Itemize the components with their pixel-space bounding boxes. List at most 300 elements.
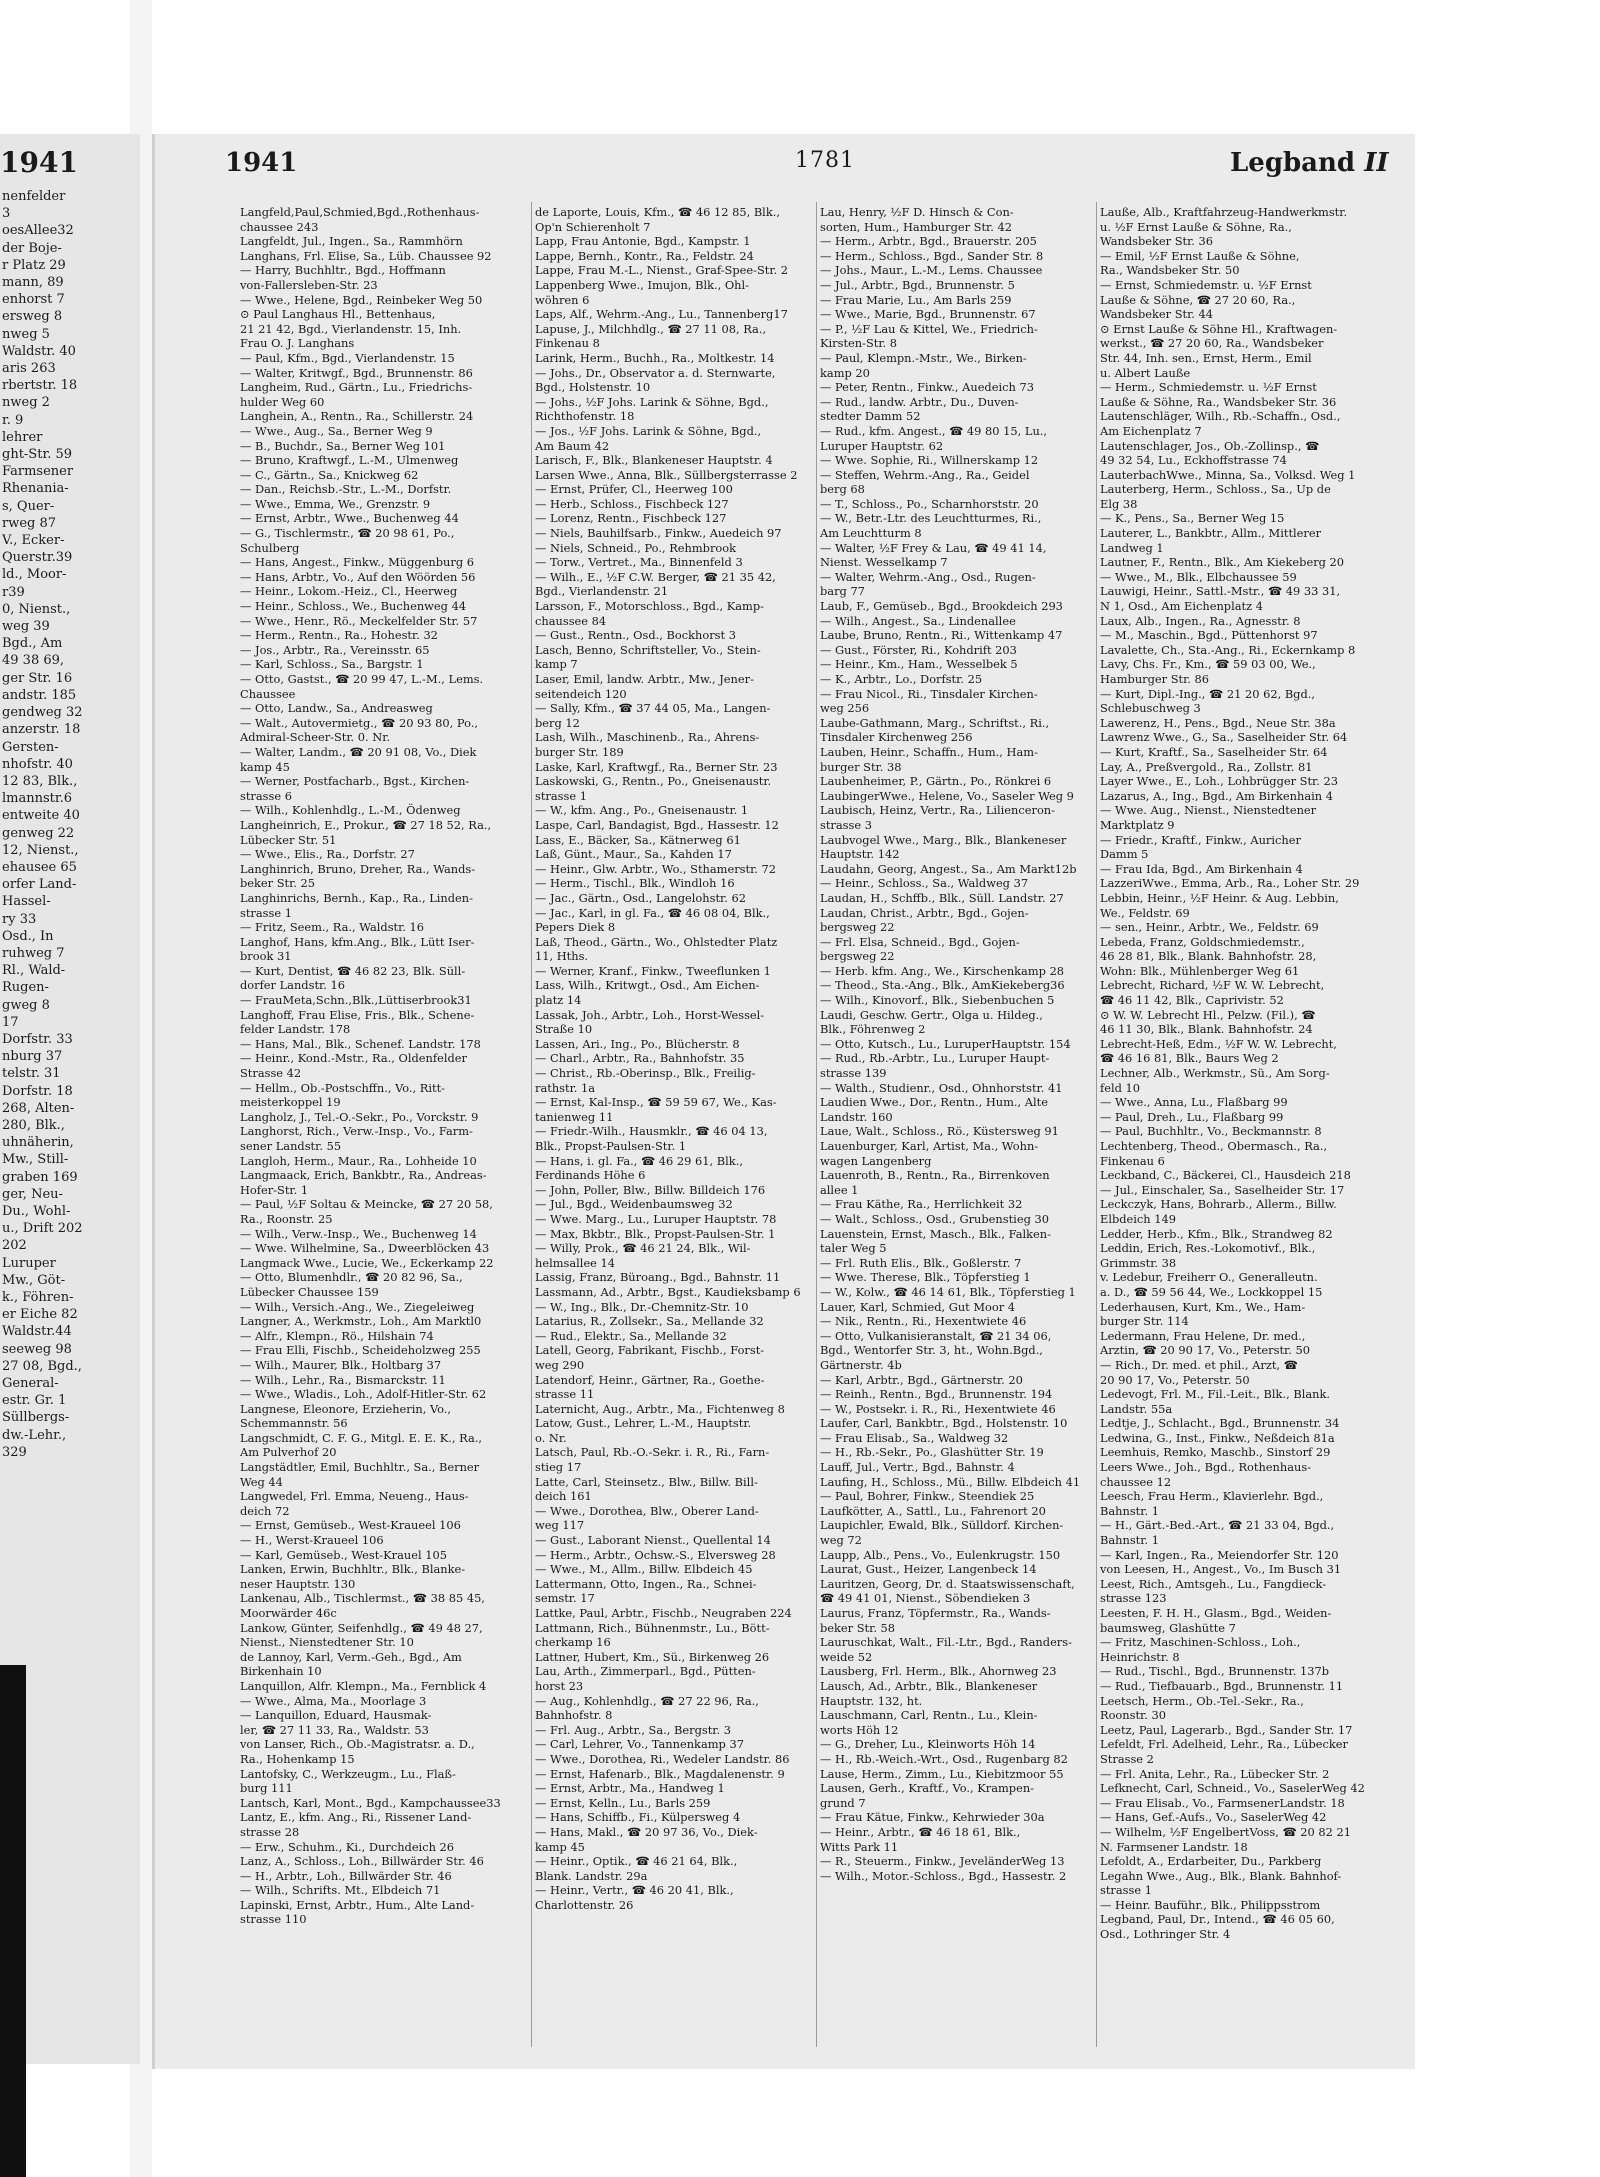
directory-entry-line: Wohn: Blk., Mühlenberger Weg 61 [1100, 963, 1300, 978]
directory-entry-line: de Lannoy, Karl, Verm.-Geh., Bgd., Am [240, 1649, 462, 1664]
directory-entry-line: — Walter, Kritwgf., Bgd., Brunnenstr. 86 [240, 365, 473, 380]
directory-entry-line: — Wilh., Angest., Sa., Lindenallee [820, 613, 1016, 628]
directory-entry-line: Lash, Wilh., Maschinenb., Ra., Ahrens- [535, 730, 760, 745]
directory-entry-line: — Wwe., Dorothea, Blw., Oberer Land- [535, 1503, 759, 1518]
directory-entry-line: Lauruschkat, Walt., Fil.-Ltr., Bgd., Randers- [820, 1635, 1072, 1650]
directory-entry-line: Leemhuis, Remko, Maschb., Sinstorf 29 [1100, 1445, 1331, 1460]
directory-entry-line: Larsen Wwe., Anna, Blk., Süllbergsterrasse 2 [535, 467, 798, 482]
page-title [1230, 148, 1389, 178]
directory-entry-line: We., Feldstr. 69 [1100, 905, 1190, 920]
directory-entry-line: Layer Wwe., E., Loh., Lohbrügger Str. 23 [1100, 774, 1338, 789]
directory-entry-line: stedter Damm 52 [820, 409, 921, 424]
directory-entry-line: Luruper Hauptstr. 62 [820, 438, 944, 453]
directory-entry-line: cherkamp 16 [535, 1635, 611, 1650]
directory-entry-line: Lautenschlager, Jos., Ob.-Zollinsp., ☎ [1100, 438, 1320, 453]
directory-entry-line: Lauritzen, Georg, Dr. d. Staatswissenschaft, [820, 1576, 1075, 1591]
left-page-line: Dorfstr. 33 [2, 1031, 73, 1047]
directory-entry-line: — Hellm., Ob.-Postschffn., Vo., Ritt- [240, 1080, 445, 1095]
left-page-line: mann, 89 [2, 275, 64, 291]
directory-entry-line: burger Str. 114 [1100, 1314, 1189, 1329]
directory-entry-line: Admiral-Scheer-Str. 0. Nr. [240, 730, 391, 745]
directory-entry-line: — Dan., Reichsb.-Str., L.-M., Dorfstr. [240, 482, 452, 497]
directory-entry-line: ☎ 49 41 01, Nienst., Söbendieken 3 [820, 1591, 1031, 1606]
directory-entry-line: — K., Pens., Sa., Berner Weg 15 [1100, 511, 1285, 526]
directory-entry-line: LazzeriWwe., Emma, Arb., Ra., Loher Str. 29 [1100, 876, 1360, 891]
directory-entry-line: — Wwe. Therese, Blk., Töpferstieg 1 [820, 1270, 1031, 1285]
directory-entry-line: Lawerenz, H., Pens., Bgd., Neue Str. 38a [1100, 715, 1336, 730]
left-page-line: r39 [2, 584, 25, 600]
left-page-line: Du., Wohl- [2, 1203, 71, 1219]
directory-entry-line: Tinsdaler Kirchenweg 256 [820, 730, 973, 745]
left-page-line: genweg 22 [2, 825, 75, 841]
directory-entry-line: Laufer, Carl, Bankbtr., Bgd., Holstenstr. 10 [820, 1416, 1068, 1431]
directory-entry-line: — Werner, Postfacharb., Bgst., Kirchen- [240, 774, 470, 789]
directory-entry-line: strasse 139 [820, 1066, 887, 1081]
directory-entry-line: — Herb., Schloss., Fischbeck 127 [535, 496, 729, 511]
directory-entry-line: — Bruno, Kraftwgf., L.-M., Ulmenweg [240, 453, 459, 468]
directory-entry-line: — Wwe., Anna, Lu., Flaßbarg 99 [1100, 1095, 1288, 1110]
directory-entry-line: Am Leuchtturm 8 [820, 526, 922, 541]
directory-entry-line: Legband, Paul, Dr., Intend., ☎ 46 05 60, [1100, 1912, 1335, 1927]
directory-entry-line: — R., Steuerm., Finkw., JeveländerWeg 13 [820, 1854, 1065, 1869]
directory-entry-line: weide 52 [820, 1649, 873, 1664]
directory-entry-line: Larsson, F., Motorschloss., Bgd., Kamp- [535, 599, 764, 614]
left-page-line: 202 [2, 1238, 27, 1254]
directory-entry-line: felder Landstr. 178 [240, 1022, 351, 1037]
left-page-line: Luruper [2, 1255, 56, 1271]
left-page-line: Farmsener [2, 464, 74, 480]
directory-entry-line: Ledwina, G., Inst., Finkw., Neßdeich 81a [1100, 1430, 1335, 1445]
directory-entry-line: Bahnhofstr. 8 [535, 1708, 613, 1723]
directory-entry-line: Laub, F., Gemüseb., Bgd., Brookdeich 293 [820, 599, 1063, 614]
left-page-line: orfer Land- [2, 877, 77, 893]
directory-entry-line: — Otto, Gastst., ☎ 20 99 47, L.-M., Lems. [240, 672, 484, 686]
directory-entry-line: Am Eichenplatz 7 [1100, 423, 1202, 438]
directory-entry-line: — Peter, Rentn., Finkw., Auedeich 73 [820, 380, 1034, 395]
directory-entry-line: 20 90 17, Vo., Peterstr. 50 [1100, 1372, 1250, 1387]
directory-entry-line: — Walth., Studienr., Osd., Ohnhorststr. 41 [820, 1080, 1063, 1095]
directory-entry-line: Landstr. 55a [1100, 1401, 1173, 1416]
left-page-line: ersweg 8 [2, 309, 63, 325]
directory-entry-line: Langhans, Frl. Elise, Sa., Lüb. Chaussee 92 [240, 248, 492, 263]
directory-entry-line: Lausch, Ad., Arbtr., Blk., Blankeneser [820, 1678, 1038, 1693]
directory-entry-line: Lübecker Chaussee 159 [240, 1284, 379, 1299]
directory-entry-line: Leckczyk, Hans, Bohrarb., Allerm., Billw. [1100, 1197, 1337, 1212]
directory-entry-line: Lanz, A., Schloss., Loh., Billwärder Str. 46 [240, 1854, 484, 1869]
directory-entry-line: Langwedel, Frl. Emma, Neueng., Haus- [240, 1489, 469, 1504]
directory-entry-line: — Wwe., Emma, We., Grenzstr. 9 [240, 496, 431, 511]
directory-entry-line: — Heinr. Bauführ., Blk., Philippsstrom [1100, 1897, 1321, 1912]
directory-column-3 [820, 205, 1120, 1883]
directory-entry-line: — Johs., Dr., Observator a. d. Sternwarte, [535, 365, 776, 380]
left-page-line: uhnäherin, [2, 1135, 74, 1151]
directory-entry-line: Langhinrichs, Bernh., Kap., Ra., Linden- [240, 890, 473, 905]
directory-entry-line: — Wwe., Helene, Bgd., Reinbeker Weg 50 [240, 292, 483, 307]
directory-entry-line: Lattermann, Otto, Ingen., Ra., Schnei- [535, 1576, 757, 1591]
directory-entry-line: Langhoff, Frau Elise, Fris., Blk., Schene- [240, 1007, 475, 1022]
directory-entry-line: burg 111 [240, 1781, 293, 1796]
directory-entry-line: — Walter, Wehrm.-Ang., Osd., Rugen- [820, 569, 1036, 584]
directory-entry-line: Nienst. Wesselkamp 7 [820, 555, 948, 570]
directory-entry-line: Leers Wwe., Joh., Bgd., Rothenhaus- [1100, 1460, 1312, 1475]
directory-entry-line: Ledermann, Frau Helene, Dr. med., [1100, 1328, 1306, 1343]
directory-entry-line: chaussee 84 [535, 613, 607, 628]
left-page-lines [0, 188, 83, 1461]
directory-entry-line: rathstr. 1a [535, 1080, 596, 1095]
directory-entry-line: grund 7 [820, 1795, 866, 1810]
directory-entry-line: Weg 44 [240, 1474, 283, 1489]
directory-entry-line: worts Höh 12 [820, 1722, 899, 1737]
directory-entry-line: Langloh, Herm., Maur., Ra., Lohheide 10 [240, 1153, 477, 1168]
directory-entry-line: berg 68 [820, 482, 865, 497]
directory-entry-line: Lausberg, Frl. Herm., Blk., Ahornweg 23 [820, 1664, 1057, 1679]
left-page-line: lmannstr.6 [2, 791, 73, 807]
directory-entry-line: — Jos., ½F Johs. Larink & Söhne, Bgd., [535, 423, 762, 438]
directory-entry-line: von Lanser, Rich., Ob.-Magistratsr. a. D., [240, 1737, 475, 1752]
directory-column-1 [240, 205, 540, 1927]
directory-entry-line: Laubvogel Wwe., Marg., Blk., Blankeneser [820, 832, 1067, 847]
page-title-suffix: II [1364, 148, 1389, 178]
directory-entry-line: — Herm., Arbtr., Bgd., Brauerstr. 205 [820, 234, 1037, 249]
directory-entry-line: Lantz, E., kfm. Ang., Ri., Rissener Land- [240, 1810, 472, 1825]
directory-entry-line: Lavy, Chs. Fr., Km., ☎ 59 03 00, We., [1100, 657, 1316, 672]
directory-entry-line: Laske, Karl, Kraftwgf., Ra., Berner Str. 23 [535, 759, 778, 774]
directory-entry-line: — Wwe. Sophie, Ri., Willnerskamp 12 [820, 453, 1039, 468]
directory-entry-line: Blk., Föhrenweg 2 [820, 1022, 926, 1037]
directory-entry-line: — Wwe., M., Allm., Billw. Elbdeich 45 [535, 1562, 753, 1577]
directory-entry-line: — Wilh., Verw.-Insp., We., Buchenweg 14 [240, 1226, 477, 1241]
directory-entry-line: Op'n Schierenholt 7 [535, 219, 651, 234]
directory-entry-line: — Frau Elisab., Sa., Waldweg 32 [820, 1430, 1009, 1445]
left-page-line: nweg 2 [2, 395, 50, 411]
directory-entry-line: — Karl, Arbtr., Bgd., Gärtnerstr. 20 [820, 1372, 1023, 1387]
directory-entry-line: — Frau Marie, Lu., Am Barls 259 [820, 292, 1012, 307]
left-page-line: enhorst 7 [2, 292, 65, 308]
directory-entry-line: stieg 17 [535, 1460, 582, 1475]
directory-entry-line: — Paul, Dreh., Lu., Flaßbarg 99 [1100, 1109, 1284, 1124]
directory-entry-line: Finkenau 6 [1100, 1153, 1165, 1168]
directory-entry-line: — Heinr., Vertr., ☎ 46 20 41, Blk., [535, 1883, 734, 1898]
directory-entry-line: bergsweg 22 [820, 949, 895, 964]
directory-entry-line: — Frau Ida, Bgd., Am Birkenhain 4 [1100, 861, 1303, 876]
left-page-line: nenfelder [2, 189, 66, 204]
directory-entry-line: — Heinr., Schloss., Sa., Waldweg 37 [820, 876, 1029, 891]
directory-entry-line: von Leesen, H., Angest., Vo., Im Busch 31 [1100, 1562, 1342, 1577]
page-title-name: Legband [1230, 148, 1356, 178]
directory-entry-line: — Rud., landw. Arbtr., Du., Duven- [820, 394, 1019, 409]
directory-entry-line: — G., Dreher, Lu., Kleinworts Höh 14 [820, 1737, 1036, 1752]
directory-entry-line: — Max, Bkbtr., Blk., Propst-Paulsen-Str. 1 [535, 1226, 776, 1241]
directory-entry-line: strasse 123 [1100, 1591, 1167, 1606]
directory-entry-line: Schulberg [240, 540, 300, 555]
directory-entry-line: Latarius, R., Zollsekr., Sa., Mellande 32 [535, 1314, 764, 1329]
directory-entry-line: Latow, Gust., Lehrer, L.-M., Hauptstr. [535, 1416, 752, 1431]
directory-entry-line: Moorwärder 46c [240, 1606, 337, 1620]
directory-entry-line: dorfer Landstr. 16 [240, 978, 345, 993]
left-page-line: 17 [2, 1014, 19, 1030]
directory-entry-line: Hauptstr. 132, ht. [820, 1693, 923, 1708]
directory-entry-line: chaussee 243 [240, 219, 319, 234]
directory-entry-line: Langheinrich, E., Prokur., ☎ 27 18 52, Ra., [240, 817, 492, 832]
directory-entry-line: Ferdinands Höhe 6 [535, 1168, 646, 1183]
directory-entry-line: — Karl, Ingen., Ra., Meiendorfer Str. 120 [1100, 1547, 1339, 1562]
directory-entry-line: — Paul, Buchhltr., Vo., Beckmannstr. 8 [1100, 1124, 1322, 1139]
directory-entry-line: — Wilh., Maurer, Blk., Holtbarg 37 [240, 1357, 442, 1372]
directory-entry-line: Laufkötter, A., Sattl., Lu., Fahrenort 20 [820, 1503, 1046, 1518]
directory-entry-line: — H., Rb.-Weich.-Wrt., Osd., Rugenbarg 82 [820, 1751, 1068, 1766]
directory-entry-line: LaubingerWwe., Helene, Vo., Saseler Weg 9 [820, 788, 1074, 803]
directory-entry-line: — Alfr., Klempn., Rö., Hilshain 74 [240, 1328, 434, 1343]
directory-entry-line: — Gust., Laborant Nienst., Quellental 14 [535, 1533, 771, 1548]
directory-entry-line: Lau, Henry, ½F D. Hinsch & Con- [820, 205, 1014, 219]
directory-entry-line: Laube, Bruno, Rentn., Ri., Wittenkamp 47 [820, 628, 1063, 643]
directory-entry-line: — B., Buchdr., Sa., Berner Weg 101 [240, 438, 446, 453]
left-page-line: r. 9 [2, 412, 24, 428]
directory-entry-line: Laube-Gathmann, Marg., Schriftst., Ri., [820, 715, 1050, 730]
directory-entry-line: wagen Langenberg [820, 1153, 932, 1168]
directory-entry-line: kamp 20 [820, 365, 870, 380]
directory-entry-line: — Herm., Rentn., Ra., Hohestr. 32 [240, 628, 438, 643]
directory-entry-line: Langheim, Rud., Gärtn., Lu., Friedrichs- [240, 380, 473, 395]
directory-entry-line: — Rud., Tischl., Bgd., Brunnenstr. 137b [1100, 1664, 1329, 1679]
directory-entry-line: Roonstr. 30 [1100, 1708, 1166, 1723]
directory-entry-line: Laufing, H., Schloss., Mü., Billw. Elbdeich 41 [820, 1474, 1081, 1489]
directory-entry-line: Lappenberg Wwe., Imujon, Blk., Ohl- [535, 277, 750, 292]
directory-entry-line: Lebrecht, Richard, ½F W. W. Lebrecht, [1100, 978, 1325, 993]
directory-entry-line: — M., Maschin., Bgd., Püttenhorst 97 [1100, 628, 1318, 643]
directory-entry-line: ⊙ Paul Langhaus Hl., Bettenhaus, [240, 307, 436, 322]
directory-entry-line: Leest, Rich., Amtsgeh., Lu., Fangdieck- [1100, 1576, 1327, 1591]
left-page-line: telstr. 31 [2, 1066, 61, 1082]
directory-entry-line: — Herm., Schmiedemstr. u. ½F Ernst [1100, 380, 1317, 395]
directory-entry-line: — Friedr.-Wilh., Hausmklr., ☎ 46 04 13, [535, 1124, 768, 1139]
directory-entry-line: Schemmannstr. 56 [240, 1416, 348, 1431]
directory-entry-line: Langstädtler, Emil, Buchhltr., Sa., Berner [240, 1460, 480, 1475]
directory-entry-line: Leesch, Frau Herm., Klavierlehr. Bgd., [1100, 1489, 1324, 1504]
directory-entry-line: Langhorst, Rich., Verw.-Insp., Vo., Farm- [240, 1124, 473, 1139]
directory-entry-line: Ra., Roonstr. 25 [240, 1211, 333, 1226]
directory-entry-line: — G., Tischlermstr., ☎ 20 98 61, Po., [240, 526, 455, 541]
left-page-line: 27 08, Bgd., [2, 1358, 82, 1374]
directory-entry-line: tanienweg 11 [535, 1109, 614, 1124]
directory-entry-line: Legahn Wwe., Aug., Blk., Blank. Bahnhof- [1100, 1868, 1342, 1883]
directory-entry-line: Leddin, Erich, Res.-Lokomotivf., Blk., [1100, 1241, 1316, 1256]
directory-entry-line: Chaussee [240, 686, 296, 701]
directory-entry-line: ler, ☎ 27 11 33, Ra., Waldstr. 53 [240, 1722, 429, 1737]
directory-entry-line: burger Str. 38 [820, 759, 902, 774]
left-page-line: Rl., Wald- [2, 963, 66, 979]
directory-entry-line: brook 31 [240, 949, 292, 964]
directory-entry-line: Ledtje, J., Schlacht., Bgd., Brunnenstr. 34 [1100, 1416, 1340, 1431]
directory-entry-line: Laubisch, Heinz, Vertr., Ra., Lilienceron- [820, 803, 1055, 818]
directory-entry-line: — Heinr., Schloss., We., Buchenweg 44 [240, 599, 467, 614]
directory-entry-line: Lederhausen, Kurt, Km., We., Ham- [1100, 1299, 1306, 1314]
directory-entry-line: — Lanquillon, Eduard, Hausmak- [240, 1708, 432, 1723]
directory-entry-line: — Friedr., Kraftf., Finkw., Auricher [1100, 832, 1301, 847]
directory-entry-line: — Hans, Angest., Finkw., Müggenburg 6 [240, 555, 474, 570]
left-page-line: der Boje- [2, 240, 62, 256]
directory-entry-line: helmsallee 14 [535, 1255, 616, 1270]
directory-entry-line: — Rud., kfm. Angest., ☎ 49 80 15, Lu., [820, 423, 1048, 438]
left-page-line: Hassel- [2, 894, 51, 910]
directory-entry-line: seitendeich 120 [535, 686, 627, 701]
directory-entry-line: 46 28 81, Blk., Blank. Bahnhofstr. 28, [1100, 949, 1317, 964]
directory-entry-line: strasse 11 [535, 1387, 595, 1402]
directory-entry-line: Ra., Hohenkamp 15 [240, 1751, 355, 1766]
directory-entry-line: — Otto, Blumenhdlr., ☎ 20 82 96, Sa., [240, 1270, 463, 1285]
directory-entry-line: de Laporte, Louis, Kfm., ☎ 46 12 85, Blk., [535, 205, 780, 219]
directory-entry-line: — Jul., Arbtr., Bgd., Brunnenstr. 5 [820, 277, 1015, 292]
directory-entry-line: Richthofenstr. 18 [535, 409, 635, 424]
directory-entry-line: — Theod., Sta.-Ang., Blk., AmKiekeberg36 [820, 978, 1065, 993]
directory-entry-line: Elbdeich 149 [1100, 1211, 1177, 1226]
left-page-line: V., Ecker- [2, 533, 65, 549]
directory-entry-line: Lauße, Alb., Kraftfahrzeug-Handwerkmstr. [1100, 205, 1348, 219]
directory-entry-line: — Aug., Kohlenhdlg., ☎ 27 22 96, Ra., [535, 1693, 759, 1708]
directory-entry-line: Charlottenstr. 26 [535, 1897, 634, 1912]
directory-entry-line: Langholz, J., Tel.-O.-Sekr., Po., Vorckstr. 9 [240, 1109, 479, 1124]
left-page-line: oesAllee32 [2, 223, 74, 239]
directory-entry-line: — Rud., Rb.-Arbtr., Lu., Luruper Haupt- [820, 1051, 1050, 1066]
directory-entry-line: Latsch, Paul, Rb.-O.-Sekr. i. R., Ri., Farn- [535, 1445, 770, 1460]
directory-entry-line: Lauben, Heinr., Schaffn., Hum., Ham- [820, 744, 1038, 759]
left-page-line: rbertstr. 18 [2, 378, 78, 394]
directory-entry-line: Finkenau 8 [535, 336, 600, 351]
directory-entry-line: — Heinr., Arbtr., ☎ 46 18 61, Blk., [820, 1824, 1021, 1839]
left-page-line: ght-Str. 59 [2, 447, 73, 463]
left-page-line: weg 39 [2, 619, 50, 635]
directory-entry-line: Lankow, Günter, Seifenhdlg., ☎ 49 48 27, [240, 1620, 483, 1635]
directory-entry-line: strasse 6 [240, 788, 292, 803]
directory-entry-line: wöhren 6 [535, 292, 590, 307]
directory-entry-line: — W., kfm. Ang., Po., Gneisenaustr. 1 [535, 803, 749, 818]
directory-entry-line: Lappe, Frau M.-L., Nienst., Graf-Spee-Str. 2 [535, 263, 789, 278]
directory-entry-line: Am Pulverhof 20 [240, 1445, 337, 1460]
directory-entry-line: Lefeldt, Frl. Adelheid, Lehr., Ra., Lübecker [1100, 1737, 1348, 1752]
directory-entry-line: — Niels, Schneid., Po., Rehmbrook [535, 540, 737, 555]
directory-entry-line: Lausen, Gerh., Kraftf., Vo., Krampen- [820, 1781, 1035, 1796]
directory-entry-line: Langmaack, Erich, Bankbtr., Ra., Andreas- [240, 1168, 487, 1183]
directory-entry-line: — Johs., Maur., L.-M., Lems. Chaussee [820, 263, 1043, 278]
left-page-line: ry 33 [2, 911, 37, 927]
directory-entry-line: 46 11 30, Blk., Blank. Bahnhofstr. 24 [1100, 1022, 1313, 1037]
directory-entry-line: — Willy, Prok., ☎ 46 21 24, Blk., Wil- [535, 1241, 751, 1256]
left-page-line: rweg 87 [2, 515, 57, 531]
directory-entry-line: Lawrenz Wwe., G., Sa., Saselheider Str. 64 [1100, 730, 1348, 745]
directory-entry-line: — Frau Nicol., Ri., Tinsdaler Kirchen- [820, 686, 1038, 701]
left-page-line: 280, Blk., [2, 1117, 65, 1133]
directory-entry-line: Lauenstein, Ernst, Masch., Blk., Falken- [820, 1226, 1051, 1241]
directory-entry-line: — Ernst, Gemüseb., West-Kraueel 106 [240, 1518, 461, 1533]
directory-entry-line: Laternicht, Aug., Arbtr., Ma., Fichtenweg 8 [535, 1401, 785, 1416]
directory-entry-line: — Steffen, Wehrm.-Ang., Ra., Geidel [820, 467, 1030, 482]
directory-entry-line: Laurat, Gust., Heizer, Langenbeck 14 [820, 1562, 1037, 1577]
directory-entry-line: — Hans, Arbtr., Vo., Auf den Wöörden 56 [240, 569, 476, 584]
directory-entry-line: — Hans, Schiffb., Fi., Külpersweg 4 [535, 1810, 741, 1825]
directory-entry-line: — Heinr., Km., Ham., Wesselbek 5 [820, 657, 1018, 672]
directory-entry-line: Frau O. J. Langhans [240, 336, 355, 351]
directory-entry-line: Ledevogt, Frl. M., Fil.-Leit., Blk., Blank. [1100, 1387, 1330, 1402]
directory-entry-line: Ledder, Herb., Kfm., Blk., Strandweg 82 [1100, 1226, 1333, 1241]
directory-entry-line: Latte, Carl, Steinsetz., Blw., Billw. Bill- [535, 1474, 758, 1489]
directory-entry-line: — sen., Heinr., Arbtr., We., Feldstr. 69 [1100, 920, 1319, 935]
directory-entry-line: Lassen, Ari., Ing., Po., Blücherstr. 8 [535, 1036, 740, 1051]
directory-entry-line: — Wilh., Kohlenhdlg., L.-M., Ödenweg [240, 803, 461, 818]
directory-entry-line: — Paul, Klempn.-Mstr., We., Birken- [820, 350, 1027, 365]
directory-entry-line: Lebbin, Heinr., ½F Heinr. & Aug. Lebbin, [1100, 890, 1339, 905]
directory-entry-line: Laubenheimer, P., Gärtn., Po., Rönkrei 6 [820, 774, 1052, 789]
directory-entry-line: — Wwe., Wladis., Loh., Adolf-Hitler-Str. 62 [240, 1387, 487, 1402]
directory-entry-line: — Herb. kfm. Ang., We., Kirschenkamp 28 [820, 963, 1065, 978]
directory-entry-line: Lankenau, Alb., Tischlermst., ☎ 38 85 45, [240, 1591, 485, 1606]
directory-entry-line: Hofer-Str. 1 [240, 1182, 309, 1197]
directory-entry-line: Am Baum 42 [535, 438, 610, 453]
directory-entry-line: — Wwe., Dorothea, Ri., Wedeler Landstr. 86 [535, 1751, 790, 1766]
directory-entry-line: Bahnstr. 1 [1100, 1503, 1159, 1518]
directory-entry-line: Lechner, Alb., Werkmstr., Sü., Am Sorg- [1100, 1066, 1330, 1081]
directory-entry-line: — Herm., Arbtr., Ochsw.-S., Elversweg 28 [535, 1547, 776, 1562]
directory-entry-line: Witts Park 11 [820, 1839, 899, 1854]
directory-entry-line: Lapp, Frau Antonie, Bgd., Kampstr. 1 [535, 234, 751, 249]
directory-entry-line: — Ernst, Kelln., Lu., Barls 259 [535, 1795, 711, 1810]
directory-entry-line: Lazarus, A., Ing., Bgd., Am Birkenhain 4 [1100, 788, 1333, 803]
left-page-line: nburg 37 [2, 1049, 63, 1065]
directory-column-2 [535, 205, 835, 1912]
directory-entry-line: Gärtnerstr. 4b [820, 1357, 902, 1372]
directory-entry-line: Arztin, ☎ 20 90 17, Vo., Peterstr. 50 [1100, 1343, 1310, 1358]
directory-entry-line: u. Albert Lauße [1100, 365, 1191, 380]
directory-entry-line: Straße 10 [535, 1022, 593, 1037]
directory-entry-line: — Frau Kätue, Finkw., Kehrwieder 30a [820, 1810, 1045, 1825]
directory-entry-line: Lantofsky, C., Werkzeugm., Lu., Flaß- [240, 1766, 456, 1781]
left-page-line: 3 [2, 206, 11, 222]
directory-entry-line: Lefoldt, A., Erdarbeiter, Du., Parkberg [1100, 1854, 1322, 1869]
directory-entry-line: Ra., Wandsbeker Str. 50 [1100, 263, 1240, 278]
directory-entry-line: horst 23 [535, 1678, 584, 1693]
directory-entry-line: Larisch, F., Blk., Blankeneser Hauptstr. 4 [535, 453, 773, 468]
directory-entry-line: — Rud., Tiefbauarb., Bgd., Brunnenstr. 11 [1100, 1678, 1344, 1693]
directory-entry-line: strasse 110 [240, 1912, 307, 1927]
directory-entry-line: Lass, E., Bäcker, Sa., Kätnerweg 61 [535, 832, 741, 847]
directory-entry-line: 49 32 54, Lu., Eckhoffstrasse 74 [1100, 453, 1287, 468]
directory-entry-line: Lassmann, Ad., Arbtr., Bgst., Kaudieksbamp 6 [535, 1284, 801, 1299]
directory-entry-line: — Otto, Vulkanisieranstalt, ☎ 21 34 06, [820, 1328, 1052, 1343]
directory-entry-line: feld 10 [1100, 1080, 1141, 1095]
directory-entry-line: N. Farmsener Landstr. 18 [1100, 1839, 1248, 1854]
directory-entry-line: — Frau Elli, Fischb., Scheideholzweg 255 [240, 1343, 481, 1358]
directory-entry-line: — Nik., Rentn., Ri., Hexentwiete 46 [820, 1314, 1027, 1329]
directory-entry-line: — John, Poller, Blw., Billw. Billdeich 176 [535, 1182, 766, 1197]
directory-entry-line: Osd., Lothringer Str. 4 [1100, 1927, 1231, 1942]
directory-entry-line: deich 72 [240, 1503, 290, 1518]
directory-entry-line: beker Str. 58 [820, 1620, 896, 1635]
directory-entry-line: Laux, Alb., Ingen., Ra., Agnesstr. 8 [1100, 613, 1301, 628]
directory-entry-line: Lauenroth, B., Rentn., Ra., Birrenkoven [820, 1168, 1050, 1183]
left-page-line: 49 38 69, [2, 653, 65, 669]
directory-entry-line: — Heinr., Kond.-Mstr., Ra., Oldenfelder [240, 1051, 467, 1066]
directory-entry-line: Lauff, Jul., Vertr., Bgd., Bahnstr. 4 [820, 1460, 1015, 1475]
directory-entry-line: Lapuse, J., Milchhdlg., ☎ 27 11 08, Ra., [535, 321, 767, 336]
left-page-line: u., Drift 202 [2, 1221, 83, 1237]
directory-entry-line: — Heinr., Optik., ☎ 46 21 64, Blk., [535, 1854, 738, 1869]
directory-entry-line: Lattner, Hubert, Km., Sü., Birkenweg 26 [535, 1649, 770, 1664]
directory-entry-line: Laudahn, Georg, Angest., Sa., Am Markt12b [820, 861, 1077, 876]
directory-entry-line: — Rud., Elektr., Sa., Mellande 32 [535, 1328, 727, 1343]
directory-entry-line: Laß, Theod., Gärtn., Wo., Ohlstedter Platz [535, 934, 778, 949]
directory-entry-line: Langner, A., Werkmstr., Loh., Am Marktl0 [240, 1314, 482, 1329]
directory-entry-line: Lauschmann, Carl, Rentn., Lu., Klein- [820, 1708, 1038, 1723]
directory-entry-line: Bgd., Vierlandenstr. 21 [535, 584, 669, 599]
